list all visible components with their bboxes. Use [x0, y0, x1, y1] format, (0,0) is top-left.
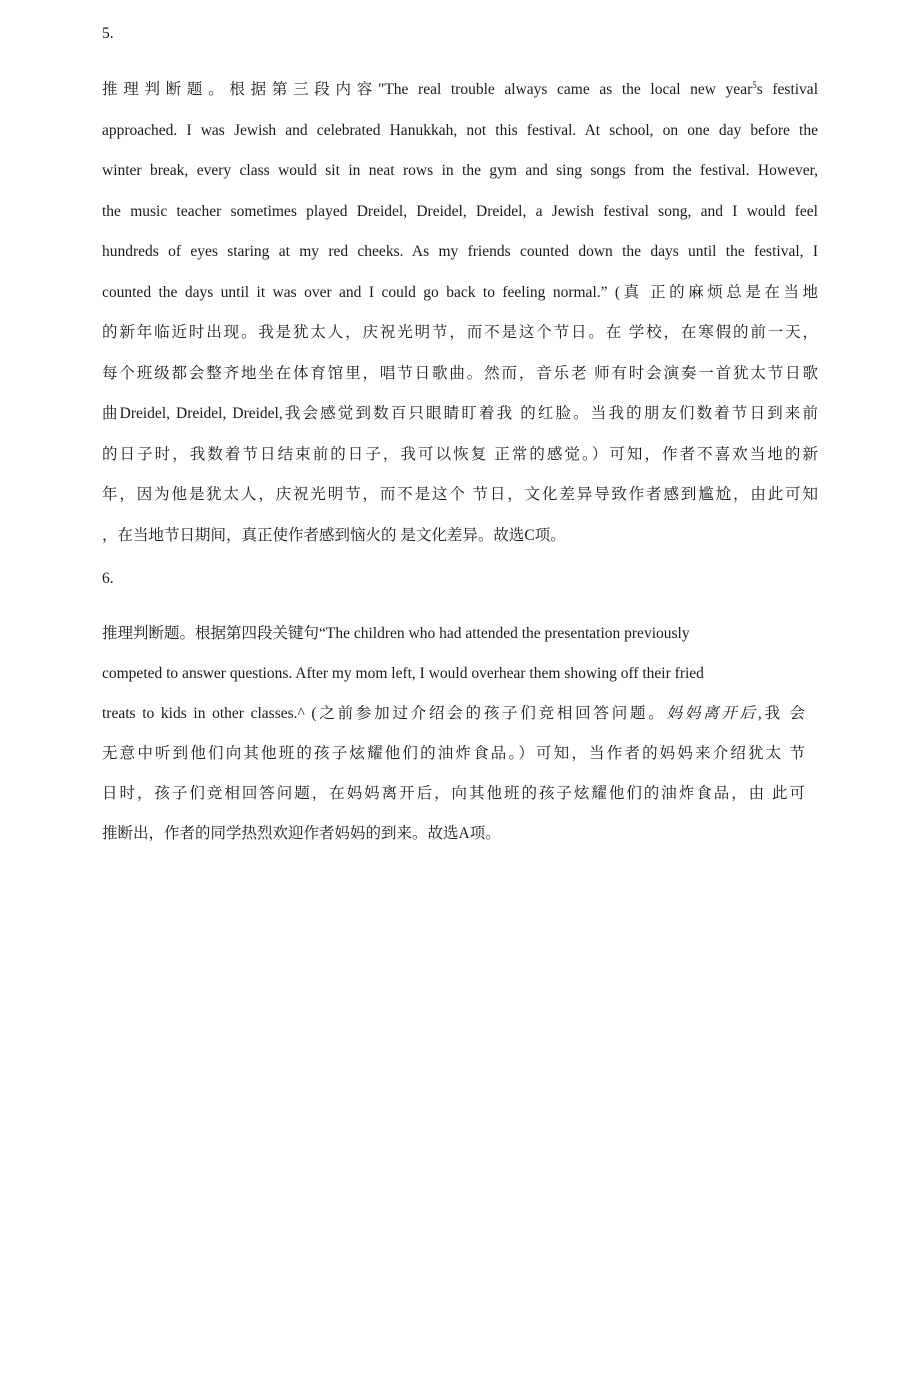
- answer-explanation-6: [102, 614, 805, 854]
- question-number-5: 5.: [102, 25, 114, 42]
- answer-explanation-5: [102, 70, 818, 556]
- text-line: 推理判断题。根据第四段关键句“The children who had attended the presentation previously: [102, 625, 690, 642]
- question-number-6: 6.: [102, 570, 114, 587]
- text-line: the music teacher sometimes played Dreidel, Dreidel, Dreidel, a Jewish festival song, and I would feel: [102, 202, 818, 220]
- text-line: 无意中听到他们向其他班的孩子炫耀他们的油炸食品。）可知，当作者的妈妈来介绍犹太 节: [102, 745, 805, 762]
- text-line: ，在当地节日期间，真正使作者感到恼火的 是文化差异。故选C项。: [102, 526, 566, 544]
- text-line: competed to answer questions. After my mom left, I would overhear them showing off their fried: [102, 665, 704, 682]
- text-line: 的新年临近时出现。我是犹太人，庆祝光明节，而不是这个节日。在 学校，在寒假的前一天，: [102, 324, 818, 341]
- text-line: approached. I was Jewish and celebrated Hanukkah, not this festival. At school, on one day before the: [102, 121, 818, 139]
- text-line: 推断出，作者的同学热烈欢迎作者妈妈的到来。故选A项。: [102, 825, 501, 842]
- text-line: winter break, every class would sit in neat rows in the gym and sing songs from the festival. However,: [102, 162, 818, 179]
- text-line: 年，因为他是犹太人，庆祝光明节，而不是这个 节日，文化差异导致作者感到尴尬，由此可知: [102, 486, 818, 503]
- text-line: 推理判断题。根据第三段内容"The real trouble always came as the local new year$^5$s festival: [102, 79, 818, 98]
- text-line: treats to kids in other classes.^ (之前参加过介绍会的孩子们竞相回答问题。妈妈离开后,我 会: [102, 705, 805, 722]
- text-line: counted the days until it was over and I could go back to feeling normal.” (真 正的麻烦总是在当地: [102, 283, 818, 301]
- text-line: 每个班级都会整齐地坐在体育馆里，唱节日歌曲。然而，音乐老 师有时会演奏一首犹太节日歌: [102, 364, 818, 382]
- text-line: 日时，孩子们竞相回答问题，在妈妈离开后，向其他班的孩子炫耀他们的油炸食品，由 此可: [102, 785, 805, 802]
- text-line: 曲Dreidel, Dreidel, Dreidel,我会感觉到数百只眼睛盯着我 的红脸。当我的朋友们数着节日到来前: [102, 405, 818, 422]
- text-line: hundreds of eyes staring at my red cheeks. As my friends counted down the days until the festival, I: [102, 243, 818, 260]
- text-line: 的日子时，我数着节日结束前的日子，我可以恢复 正常的感觉。）可知，作者不喜欢当地的新: [102, 445, 818, 463]
